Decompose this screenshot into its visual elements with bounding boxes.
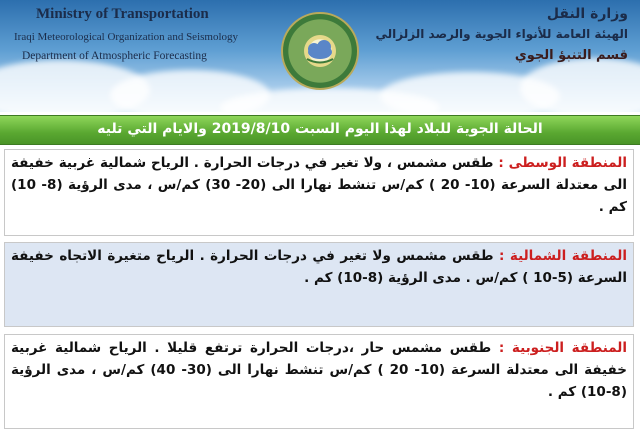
region-central-name: المنطقة الوسطى : xyxy=(498,155,627,171)
region-southern-forecast: طقس مشمس حار ،درجات الحرارة ترتفع قليلا . الرياح شمالية غربية خفيفة الى معتدلة السرعة (10- 20 ) كم/س تنشط نهارا الى (30- 40) كم/س ، مدى الرؤية (8-10) كم . xyxy=(11,340,627,400)
organization-name-en: Iraqi Meteorological Organization and Seismology xyxy=(14,31,239,43)
forecast-title: الحالة الجوية للبلاد لهذا اليوم السبت 2019/8/10 والايام التي تليه xyxy=(97,121,543,137)
forecast-title-banner xyxy=(0,115,640,145)
region-central-forecast: طقس مشمس ، ولا تغير في درجات الحرارة . الرياح شمالية غربية خفيفة الى معتدلة السرعة (10- 20 ) كم/س تنشط نهارا الى (20- 30) كم/س ، مدى الرؤية (8- 10) كم . xyxy=(11,155,627,215)
ministry-name-en: Ministry of Transportation xyxy=(36,6,209,22)
organization-logo xyxy=(281,12,359,90)
region-central xyxy=(4,149,634,236)
region-northern-forecast: طقس مشمس ولا تغير في درجات الحرارة . الرياح متغيرة الاتجاه خفيفة السرعة (5-10 ) كم/س . مدى الرؤية (8-10) كم . xyxy=(11,248,627,286)
cloud-emblem-icon xyxy=(283,14,357,88)
header-banner xyxy=(0,0,640,112)
region-northern-name: المنطقة الشمالية : xyxy=(499,248,628,264)
region-northern xyxy=(4,242,634,327)
organization-name-ar: الهيئة العامة للأنواء الجوية والرصد الزلزالي xyxy=(375,27,628,41)
ministry-name-ar: وزارة النقل xyxy=(546,6,628,22)
region-southern xyxy=(4,334,634,429)
department-name-en: Department of Atmospheric Forecasting xyxy=(22,50,207,62)
department-name-ar: قسم التنبؤ الجوي xyxy=(514,48,628,63)
region-southern-name: المنطقة الجنوبية : xyxy=(498,340,627,356)
